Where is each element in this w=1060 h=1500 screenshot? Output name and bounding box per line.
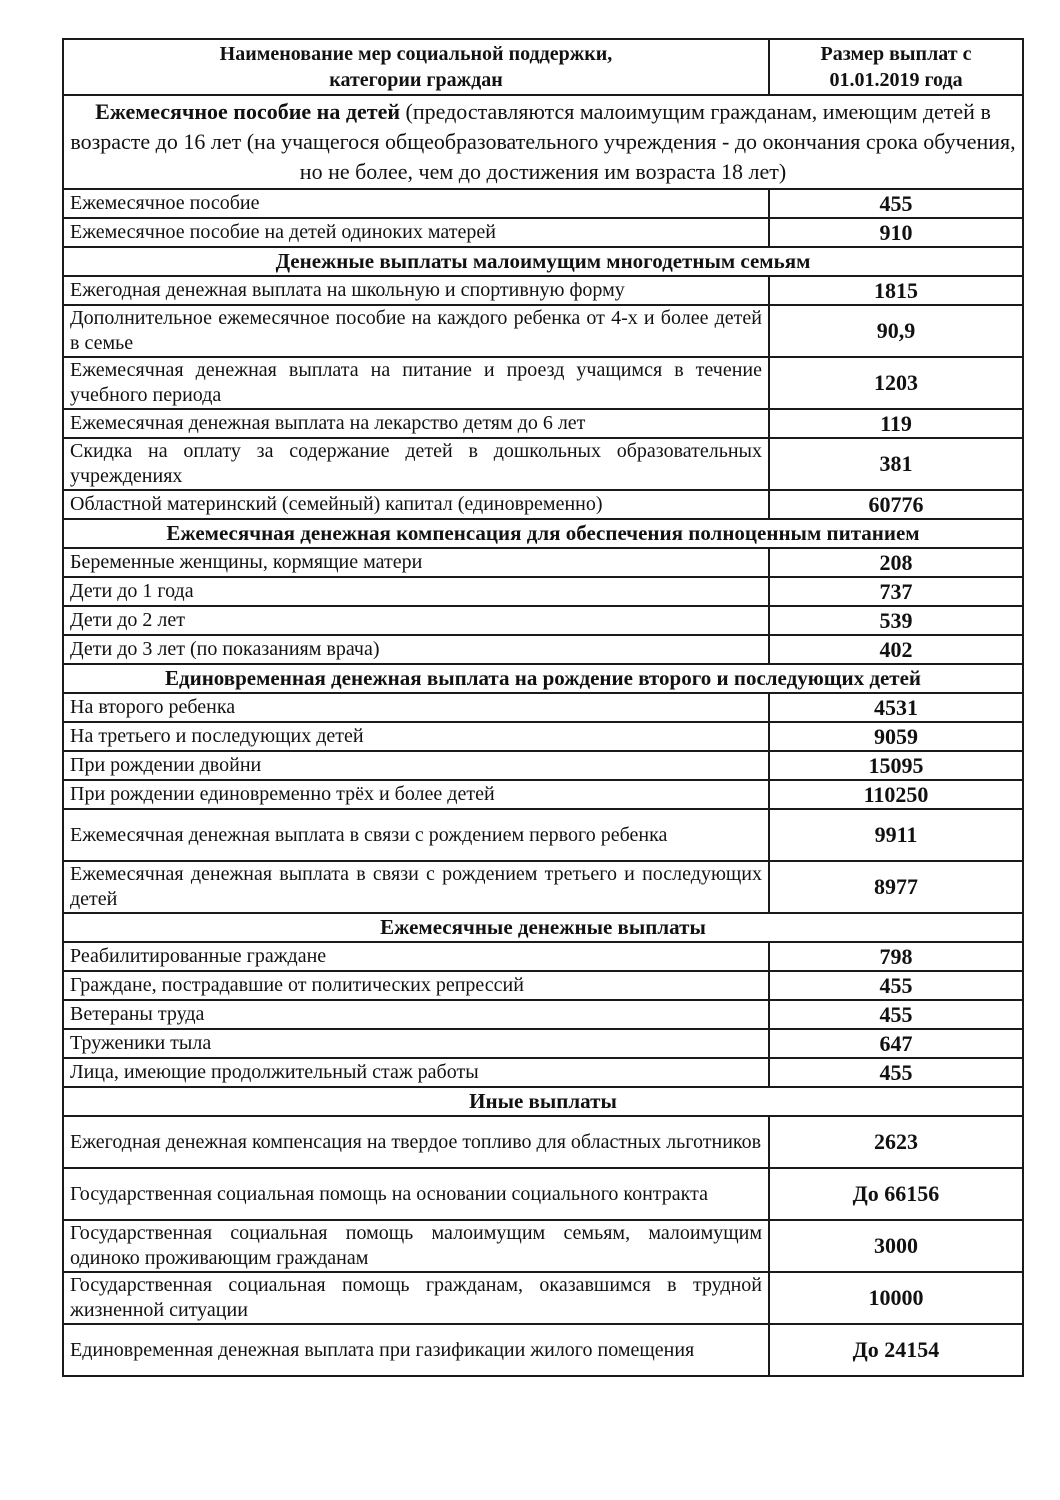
section-title: Денежные выплаты малоимущим многодетным семьям [63, 247, 1023, 276]
header-category-line2: категории граждан [329, 69, 503, 91]
row-value: 737 [769, 577, 1023, 606]
table-row [63, 1272, 1023, 1324]
table-row [63, 693, 1023, 722]
table-row [63, 606, 1023, 635]
table-row [63, 751, 1023, 780]
row-value: 60776 [769, 490, 1023, 519]
row-value: До 66156 [769, 1168, 1023, 1220]
row-label: Дети до 2 лет [63, 606, 769, 635]
table-row [63, 942, 1023, 971]
header-category-line1: Наименование мер социальной поддержки, [219, 43, 613, 65]
table-row [63, 1168, 1023, 1220]
row-value: 208 [769, 548, 1023, 577]
table-row [63, 809, 1023, 861]
section-header [63, 95, 1023, 189]
row-value: 381 [769, 438, 1023, 490]
row-value: 9911 [769, 809, 1023, 861]
table-row [63, 357, 1023, 409]
row-value: 1815 [769, 276, 1023, 305]
row-value: 3000 [769, 1220, 1023, 1272]
table-row [63, 1058, 1023, 1087]
table-row [63, 635, 1023, 664]
social-support-payments-table [62, 38, 1024, 1377]
table-row [63, 189, 1023, 218]
table-row [63, 1220, 1023, 1272]
section-title: Ежемесячная денежная компенсация для обеспечения полноценным питанием [63, 519, 1023, 548]
table-row [63, 409, 1023, 438]
row-value: 8977 [769, 861, 1023, 913]
row-label: Беременные женщины, кормящие матери [63, 548, 769, 577]
row-label: Единовременная денежная выплата при газификации жилого помещения [63, 1324, 769, 1376]
table-row [63, 276, 1023, 305]
row-label: Ежегодная денежная компенсация на твердое топливо для областных льготников [63, 1116, 769, 1168]
section-title: Иные выплаты [63, 1087, 1023, 1116]
row-value: 1203 [769, 357, 1023, 409]
row-label: Ежемесячная денежная выплата на лекарство детям до 6 лет [63, 409, 769, 438]
row-value: 647 [769, 1029, 1023, 1058]
section-note: (предоставляются малоимущим гражданам, имеющим детей в возрасте до 16 лет (на учащегося общеобразовательного учреждения - до окончания срока обучения, но не более, чем до достижения им возраста 18 лет) [70, 99, 1016, 184]
section-header [63, 519, 1023, 548]
row-label: Дополнительное ежемесячное пособие на каждого ребенка от 4-х и более детей в семье [63, 305, 769, 357]
row-value: 10000 [769, 1272, 1023, 1324]
table-row [63, 1324, 1023, 1376]
section-title: Единовременная денежная выплата на рождение второго и последующих детей [63, 664, 1023, 693]
row-label: Лица, имеющие продолжительный стаж работы [63, 1058, 769, 1087]
row-value: 90,9 [769, 305, 1023, 357]
row-label: Ежегодная денежная выплата на школьную и спортивную форму [63, 276, 769, 305]
table-row [63, 1116, 1023, 1168]
section-title: Ежемесячное пособие на детей [95, 99, 401, 124]
header-amount-line1: Размер выплат с [820, 43, 972, 65]
row-value: 119 [769, 409, 1023, 438]
row-label: Ветераны труда [63, 1000, 769, 1029]
row-label: Ежемесячная денежная выплата в связи с рождением третьего и последующих детей [63, 861, 769, 913]
row-value: 798 [769, 942, 1023, 971]
header-amount-line2: 01.01.2019 года [829, 69, 963, 91]
header-category [63, 39, 769, 95]
row-label: При рождении двойни [63, 751, 769, 780]
table-row [63, 548, 1023, 577]
table-row [63, 577, 1023, 606]
row-value: 455 [769, 971, 1023, 1000]
table-row [63, 861, 1023, 913]
section-header [63, 664, 1023, 693]
row-value: 910 [769, 218, 1023, 247]
row-label: Ежемесячное пособие на детей одиноких матерей [63, 218, 769, 247]
table-row [63, 971, 1023, 1000]
row-value: 4531 [769, 693, 1023, 722]
row-value: 2623 [769, 1116, 1023, 1168]
row-label: Ежемесячная денежная выплата на питание и проезд учащимся в течение учебного периода [63, 357, 769, 409]
section-header [63, 247, 1023, 276]
row-value: 110250 [769, 780, 1023, 809]
row-label: На третьего и последующих детей [63, 722, 769, 751]
row-value: 455 [769, 1058, 1023, 1087]
row-label: Граждане, пострадавшие от политических репрессий [63, 971, 769, 1000]
row-value: 455 [769, 189, 1023, 218]
row-label: При рождении единовременно трёх и более детей [63, 780, 769, 809]
section-title: Ежемесячные денежные выплаты [63, 913, 1023, 942]
header-amount [769, 39, 1023, 95]
table-row [63, 1029, 1023, 1058]
table-header-row [63, 39, 1023, 95]
row-label: Областной материнский (семейный) капитал (единовременно) [63, 490, 769, 519]
row-label: Государственная социальная помощь на основании социального контракта [63, 1168, 769, 1220]
table-row [63, 780, 1023, 809]
row-label: Ежемесячное пособие [63, 189, 769, 218]
table-row [63, 218, 1023, 247]
table-row [63, 1000, 1023, 1029]
row-label: На второго ребенка [63, 693, 769, 722]
row-label: Труженики тыла [63, 1029, 769, 1058]
section-header [63, 1087, 1023, 1116]
row-value: 15095 [769, 751, 1023, 780]
section-header [63, 913, 1023, 942]
row-label: Дети до 1 года [63, 577, 769, 606]
row-label: Государственная социальная помощь малоимущим семьям, малоимущим одиноко проживающим гражданам [63, 1220, 769, 1272]
row-label: Скидка на оплату за содержание детей в дошкольных образовательных учреждениях [63, 438, 769, 490]
row-label: Дети до 3 лет (по показаниям врача) [63, 635, 769, 664]
row-label: Государственная социальная помощь гражданам, оказавшимся в трудной жизненной ситуации [63, 1272, 769, 1324]
row-label: Реабилитированные граждане [63, 942, 769, 971]
table-row [63, 305, 1023, 357]
table-row [63, 490, 1023, 519]
row-label: Ежемесячная денежная выплата в связи с рождением первого ребенка [63, 809, 769, 861]
row-value: 9059 [769, 722, 1023, 751]
row-value: 455 [769, 1000, 1023, 1029]
table-row [63, 438, 1023, 490]
row-value: 539 [769, 606, 1023, 635]
row-value: До 24154 [769, 1324, 1023, 1376]
section-title-cell [63, 95, 1023, 189]
row-value: 402 [769, 635, 1023, 664]
table-row [63, 722, 1023, 751]
